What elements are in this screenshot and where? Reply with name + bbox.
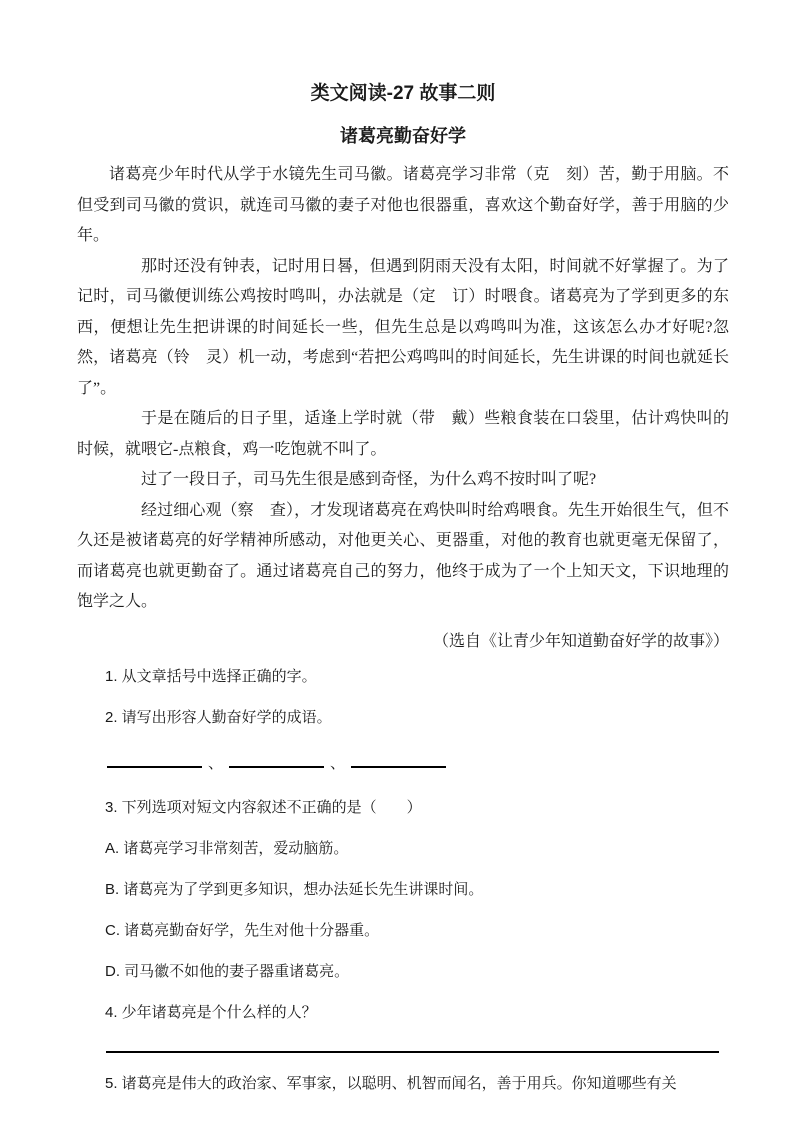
- option-d: D. 司马徽不如他的妻子器重诸葛亮。: [105, 963, 350, 980]
- question-3: 3. 下列选项对短文内容叙述不正确的是（ ）: [105, 799, 422, 816]
- answer-blanks-row: [107, 756, 729, 771]
- option-a: A. 诸葛亮学习非常刻苦，爱动脑筋。: [105, 840, 349, 857]
- passage-paragraph: 经过细心观（察 查），才发现诸葛亮在鸡快叫时给鸡喂食。先生开始很生气，但不久还是被诸葛亮的好学精神所感动，对他更关心、更器重，对他的教育也就更毫无保留了，而诸葛亮也就更勤奋了。通过诸葛亮自己的努力，他终于成为了一个上知天文，下识地理的饱学之人。: [77, 501, 729, 610]
- passage-source-citation: （选自《让青少年知道勤奋好学的故事》）: [432, 632, 729, 650]
- answer-blank-2: [229, 756, 324, 768]
- answer-blank-3: [351, 756, 446, 768]
- option-b: B. 诸葛亮为了学到更多知识，想办法延长先生讲课时间。: [105, 881, 484, 898]
- answer-blank-1: [107, 756, 202, 768]
- doc-subtitle: 诸葛亮勤奋好学: [340, 126, 466, 146]
- question-2: 2. 请写出形容人勤奋好学的成语。: [105, 709, 332, 726]
- page-content: [77, 0, 729, 1094]
- question-5: 5. 诸葛亮是伟大的政治家、军事家，以聪明、机智而闻名，善于用兵。你知道哪些有关: [105, 1075, 677, 1092]
- passage-paragraph: 过了一段日子，司马先生很是感到奇怪，为什么鸡不按时叫了呢?: [141, 471, 597, 488]
- question-4: 4. 少年诸葛亮是个什么样的人？: [105, 1004, 317, 1021]
- questions-section: [77, 667, 729, 1094]
- reading-passage: [77, 160, 729, 657]
- blank-separator: 、: [208, 755, 224, 772]
- passage-paragraph: 于是在随后的日子里，适逢上学时就（带 戴）些粮食装在口袋里，估计鸡快叫的时候，就喂它-点粮食，鸡一吃饱就不叫了。: [77, 410, 729, 458]
- option-c: C. 诸葛亮勤奋好学，先生对他十分器重。: [105, 922, 380, 939]
- passage-paragraph: 诸葛亮少年时代从学于水镜先生司马徽。诸葛亮学习非常（克 刻）苦，勤于用脑。不但受到司马徽的赏识，就连司马徽的妻子对他也很器重，喜欢这个勤奋好学，善于用脑的少年。: [77, 166, 729, 244]
- blank-separator: 、: [330, 755, 346, 772]
- question-1: 1. 从文章括号中选择正确的字。: [105, 668, 317, 685]
- divider-line: [106, 1051, 719, 1053]
- doc-title: 类文阅读-27 故事二则: [310, 83, 496, 104]
- passage-paragraph: 那时还没有钟表，记时用日晷，但遇到阴雨天没有太阳，时间就不好掌握了。为了记时，司马徽便训练公鸡按时鸣叫，办法就是（定 订）时喂食。诸葛亮为了学到更多的东西，便想让先生把讲课的时间延长一些，但先生总是以鸡鸣叫为准，这该怎么办才好呢?忽然，诸葛亮（铃 灵）机一动，考虑到“若把公鸡鸣叫的时间延长，先生讲课的时间也就延长了”。: [77, 257, 729, 397]
